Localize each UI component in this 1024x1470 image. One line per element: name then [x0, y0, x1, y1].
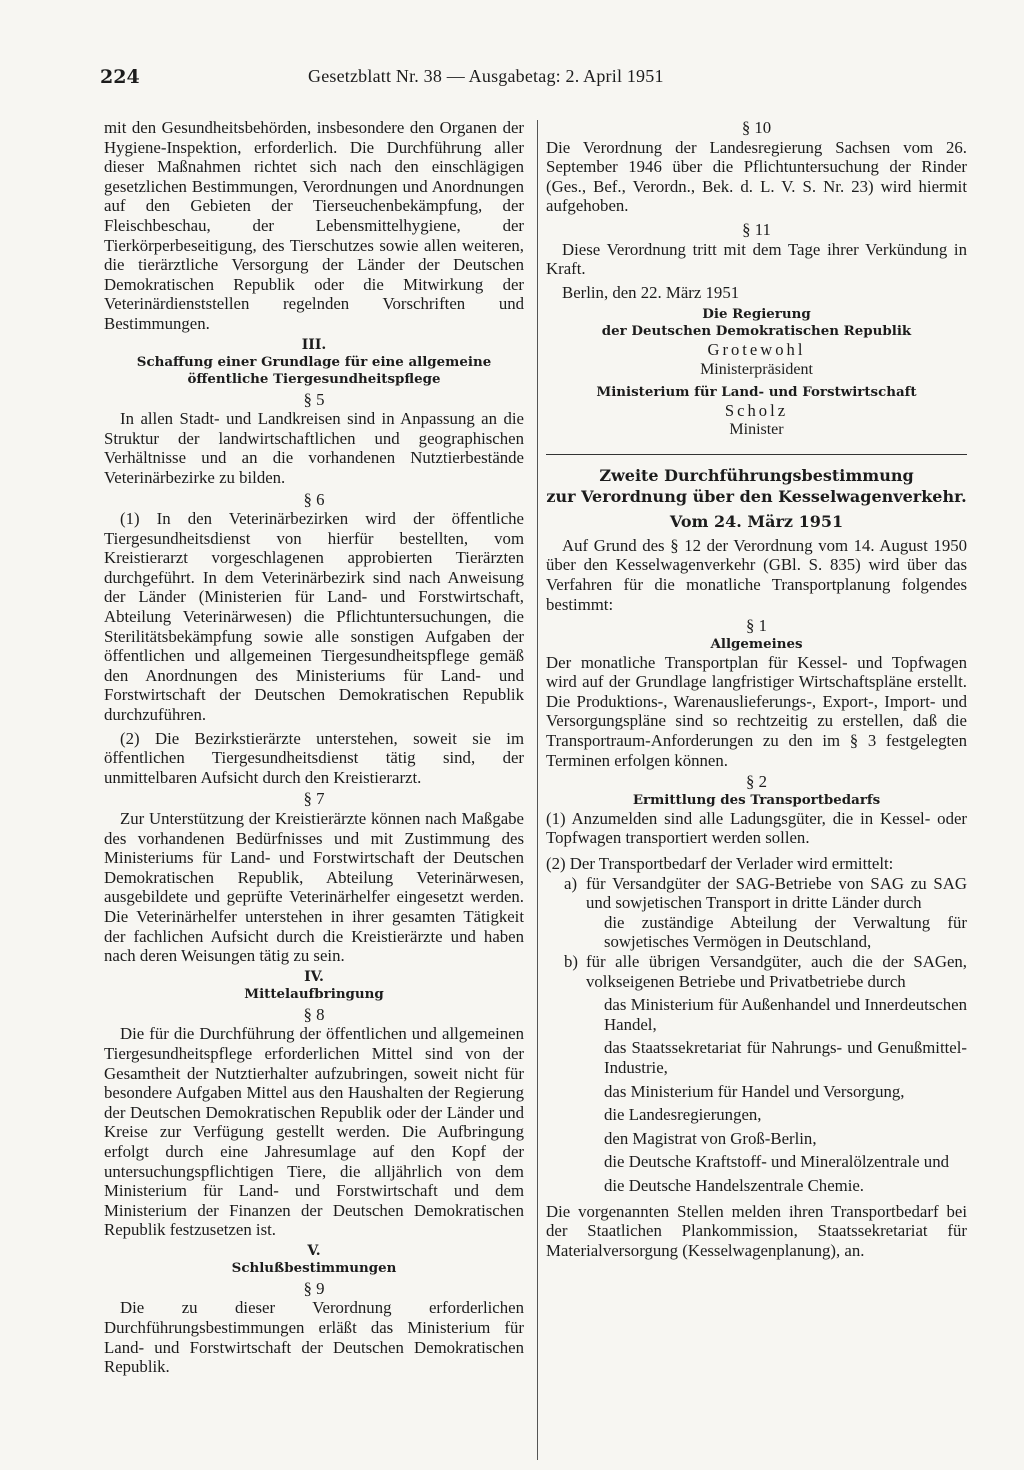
signer-1-role: Ministerpräsident [700, 360, 813, 378]
signer-1-name: Grotewohl [707, 340, 806, 360]
list-item-b [546, 952, 967, 991]
list-item: das Staatssekretariat für Nahrungs- und Genußmittel-Industrie, [604, 1038, 967, 1077]
list-item: die Deutsche Handelszentrale Chemie. [604, 1175, 865, 1195]
paragraph-10-text: Die Verordnung der Landesregierung Sachsen vom 26. September 1946 über die Pflichtuntersuchung der Rinder (Ges., Bef., Verordn., Bek. d. L. V. S. Nr. 23) wird hiermit aufgehoben. [546, 137, 967, 216]
section-1-number: § 1 [746, 616, 767, 636]
page-number: 224 [100, 66, 140, 88]
list-item-b-text: für alle übrigen Versandgüter, auch die der SAGen, volkseigenen Betriebe und Privatbetriebe durch [586, 952, 967, 991]
section-heading-iv: IV. [304, 968, 324, 985]
list-item-a-sub [546, 913, 967, 952]
signer-2-name: Scholz [724, 400, 789, 420]
left-column [104, 118, 524, 1377]
document-title-line-2: zur Verordnung über den Kesselwagenverkehr. [546, 486, 967, 506]
section-2-number: § 2 [746, 772, 767, 792]
list-item-b-label: b) [564, 952, 578, 971]
paragraph-6-clause-1: (1) In den Veterinärbezirken wird der öffentliche Tiergesundheitsdienst von hierfür bestellten, vom Kreistierarzt vorgeschlagenen approbierten Tierärzten durchgeführt. In dem Veterinärbezirk sind nach Anweisung der Länder (Ministerien für Land- und Forstwirtschaft, Abteilung Veterinärwesen) die Pflichtuntersuchungen, die Sterilitätsbekämpfung sowie alle sonstigen Aufgaben der öffentlichen und allgemeinen Tiergesundheitspflege gemäß den Anordnungen des Ministeriums für Land- und Forstwirtschaft der Deutschen Demokratischen Republik durchzuführen. [104, 509, 524, 725]
document-title-line-1: Zweite Durchführungsbestimmung [599, 465, 914, 485]
paragraph-8-text: Die für die Durchführung der öffentlichen und allgemeinen Tiergesundheitspflege erforderlichen Mittel sind von der Gesamtheit der Nutztierhalter aufzubringen, soweit nicht für besondere Aufgaben Mittel aus den Haushalten der Regierung der Deutschen Demokratischen Republik oder der Länder und Kreise zur Verfügung gestellt werden. Die Aufbringung erfolgt durch eine Jahresumlage auf den Kopf der untersuchungspflichtigen Tiere, die alljährlich von dem Ministerium für Land- und Forstwirtschaft und dem Ministerium der Finanzen der Deutschen Demokratischen Republik festzusetzen ist. [104, 1024, 524, 1240]
right-column [546, 118, 967, 1260]
paragraph-number-7: § 7 [303, 789, 325, 809]
government-line-2: der Deutschen Demokratischen Republik [601, 323, 912, 340]
section-heading-v: V. [307, 1242, 321, 1259]
paragraph-number-9: § 9 [303, 1278, 325, 1298]
list-item-a-sub-text: die zuständige Abteilung der Verwaltung für sowjetisches Vermögen in Deutschland, [604, 912, 967, 952]
intro-paragraph: mit den Gesundheitsbehörden, insbesondere den Organen der Hygiene-Inspektion, erforderlich. Die Durchführung aller dieser Maßnahmen richtet sich nach den einschlägigen gesetzlichen Bestimmungen, Verordnungen und Anordnungen auf den Gebieten der Tierseuchenbekämpfung, der Fleischbeschau, der Lebensmittelhygiene, der Tierkörperbeseitigung, des Tierschutzes sowie allen weiteren, die tierärztliche Versorgung der Länder der Deutschen Demokratischen Republik oder die Mitwirkung der Veterinärdienststellen regelnden Vorschriften und Bestimmungen. [104, 118, 524, 333]
paragraph-6-clause-2: (2) Die Bezirkstierärzte unterstehen, soweit sie im öffentlichen Tiergesundheitsdienst tätig sind, der unmittelbaren Aufsicht durch den Kreistierarzt. [104, 728, 524, 787]
paragraph-11-text: Diese Verordnung tritt mit dem Tage ihrer Verkündung in Kraft. [546, 239, 967, 279]
government-line-1: Die Regierung [702, 306, 811, 323]
paragraph-number-10: § 10 [741, 118, 772, 137]
section-1-title: Allgemeines [710, 635, 803, 652]
paragraph-number-5: § 5 [303, 389, 325, 409]
paragraph-number-11: § 11 [742, 219, 771, 239]
list-item-a-label: a) [564, 873, 578, 893]
signer-2-role: Minister [729, 421, 784, 439]
section-title-v: Schlußbestimmungen [231, 1259, 397, 1276]
document-date: Vom 24. März 1951 [669, 511, 844, 531]
paragraph-5-text: In allen Stadt- und Landkreisen sind in Anpassung an die Struktur der landwirtschaftlichen und geographischen Verhältnisse und an die vorhandenen Nutztierbestände Veterinärbezirke zu bilden. [104, 409, 524, 487]
section-separator [546, 454, 967, 455]
paragraph-7-text: Zur Unterstützung der Kreistierärzte können nach Maßgabe des vorhandenen Bedürfnisses und mit Zustimmung des Ministeriums für Land- und Forstwirtschaft der Deutschen Demokratischen Republik, Abteilung Veterinärwesen, ausgebildete und geprüfte Veterinärhelfer eingesetzt werden. Die Veterinärhelfer unterstehen in ihrer gesamten Tätigkeit der fachlichen Aufsicht durch die Kreistierärzte und haben nach deren Weisungen tätig zu sein. [104, 809, 524, 966]
document-intro: Auf Grund des § 12 der Verordnung vom 14. August 1950 über den Kesselwagenverkehr (GBl. S. 835) wird über das Verfahren für die monatliche Transportplanung folgendes bestimmt: [546, 535, 967, 614]
section-heading-iii: III. [301, 336, 327, 353]
issue-line: Gesetzblatt Nr. 38 — Ausgabetag: 2. April 1951 [308, 66, 664, 86]
list-item: das Ministerium für Außenhandel und Innerdeutschen Handel, [604, 995, 967, 1034]
closing-paragraph: Die vorgenannten Stellen melden ihren Transportbedarf bei der Staatlichen Plankommission, Staatssekretariat für Materialversorgung (Kesselwagenplanung), an. [546, 1201, 967, 1260]
paragraph-number-8: § 8 [303, 1004, 325, 1024]
section-1-text: Der monatliche Transportplan für Kessel- und Topfwagen wird auf der Grundlage langfristiger Wirtschaftspläne erstellt. Die Produktions-, Warenauslieferungs-, Export-, Import- und Versorgungspläne sind so rechtzeitig zu erstellen, daß die Transportraum-Anforderungen zu den im § 3 festgelegten Terminen erfolgen können. [546, 652, 967, 770]
list-item-a-text: für Versandgüter der SAG-Betriebe von SAG zu SAG und sowjetischen Transport in dritte Länder durch [586, 873, 967, 913]
place-date: Berlin, den 22. März 1951 [562, 282, 740, 302]
ministry-line: Ministerium für Land- und Forstwirtschaft [596, 383, 917, 400]
list-item-a [546, 874, 967, 913]
paragraph-9-text: Die zu dieser Verordnung erforderlichen Durchführungsbestimmungen erläßt das Ministerium für Land- und Forstwirtschaft der Deutschen Demokratischen Republik. [104, 1298, 524, 1377]
list-item: das Ministerium für Handel und Versorgung, [604, 1081, 905, 1101]
list-item-b-subs [546, 995, 967, 1195]
list-item: die Landesregierungen, [604, 1105, 762, 1125]
section-title-iii: Schaffung einer Grundlage für eine allgemeine öffentliche Tiergesundheitspflege [136, 353, 492, 387]
list-item: den Magistrat von Groß-Berlin, [604, 1128, 817, 1148]
section-2-clause-1: (1) Anzumelden sind alle Ladungsgüter, die in Kessel- oder Topfwagen transportiert werden sollen. [546, 808, 967, 848]
page-header [100, 66, 970, 96]
section-2-title: Ermittlung des Transportbedarfs [632, 791, 881, 808]
section-title-iv: Mittelaufbringung [244, 985, 384, 1002]
list-item: die Deutsche Kraftstoff- und Mineralölzentrale und [604, 1152, 949, 1172]
column-divider [537, 120, 538, 1460]
paragraph-number-6: § 6 [303, 489, 325, 509]
section-2-clause-2: (2) Der Transportbedarf der Verlader wird ermittelt: [546, 854, 894, 874]
